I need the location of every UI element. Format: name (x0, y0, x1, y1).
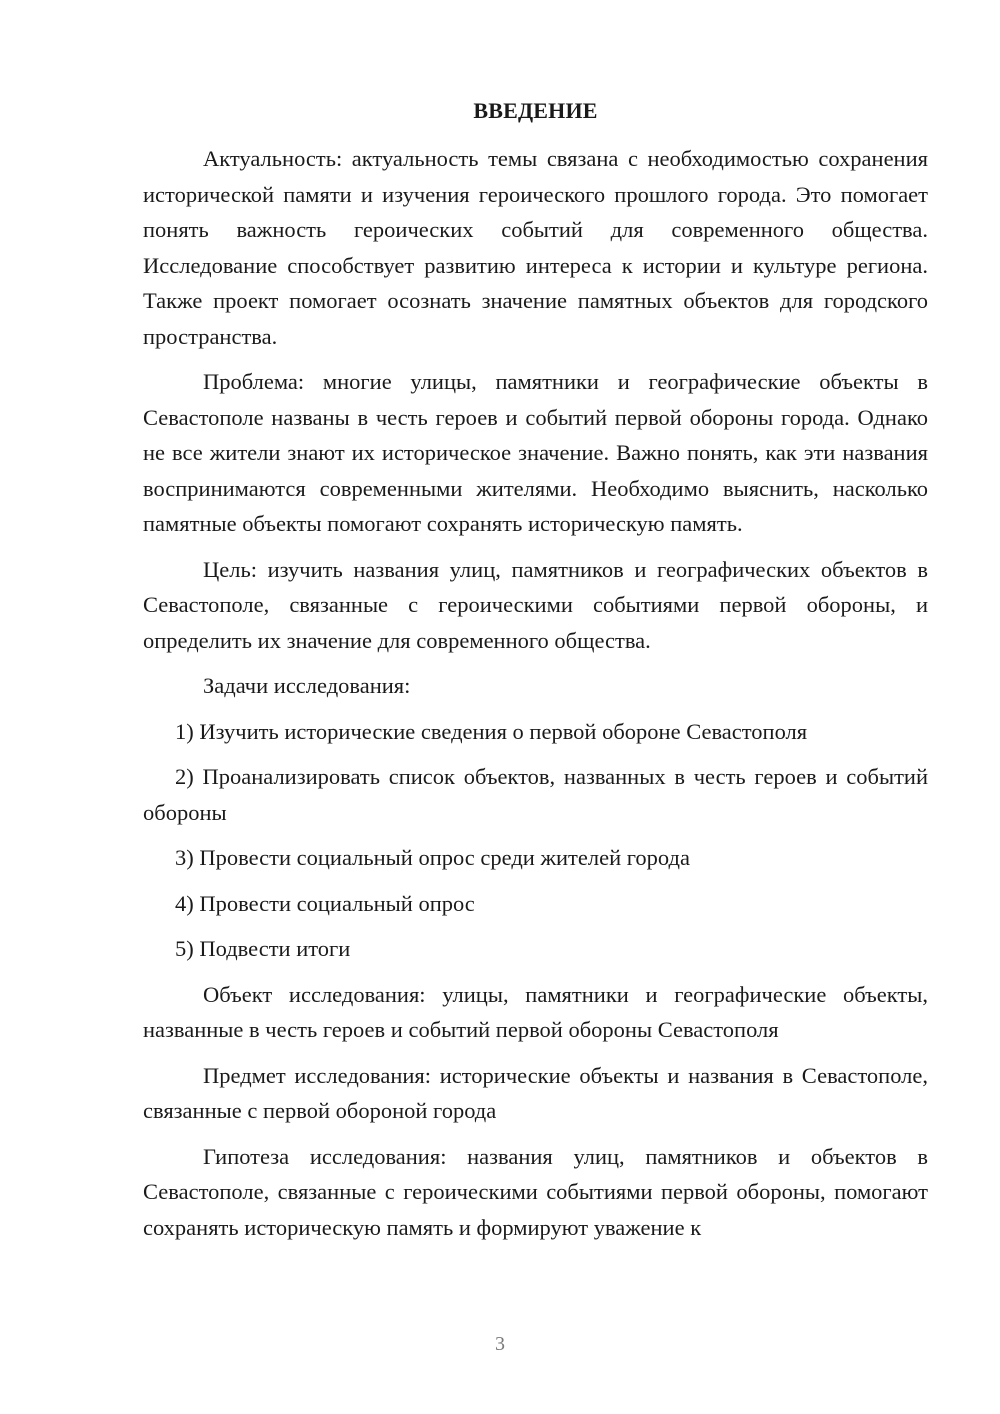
object-paragraph: Объект исследования: улицы, памятники и географические объекты, названные в честь героев и событий первой обороны Севастополя (143, 981, 928, 1042)
tasks-label: Задачи исследования: (203, 673, 411, 698)
goal-paragraph: Цель: изучить названия улиц, памятников и географических объектов в Севастополе, связанные с героическими событиями первой обороны, и определить их значение для современного общества. (143, 556, 928, 653)
document-page (143, 95, 928, 1255)
subject-paragraph: Предмет исследования: исторические объекты и названия в Севастополе, связанные с первой обороной города (143, 1062, 928, 1123)
task-item: 3) Провести социальный опрос среди жителей города (175, 845, 690, 870)
task-item: 5) Подвести итоги (175, 936, 351, 961)
task-item: 2) Проанализировать список объектов, названных в честь героев и событий обороны (143, 764, 928, 825)
problem-paragraph: Проблема: многие улицы, памятники и географические объекты в Севастополе названы в честь героев и событий первой обороны города. Однако не все жители знают их историческое значение. Важно понять, как эти названия воспринимаются современными жителями. Необходимо выяснить, насколько памятные объекты помогают сохранять историческую память. (143, 369, 928, 536)
task-item: 4) Провести социальный опрос (175, 890, 475, 916)
relevance-paragraph: Актуальность: актуальность темы связана с необходимостью сохранения исторической памяти и изучения героического прошлого города. Это помогает понять важность героических событий для современного общества. Исследование способствует развитию интереса к истории и культуре региона. Также проект помогает осознать значение памятных объектов для городского пространства. (143, 146, 928, 349)
section-heading: ВВЕДЕНИЕ (473, 98, 598, 123)
page-number: 3 (495, 1333, 505, 1355)
task-item: 1) Изучить исторические сведения о первой обороне Севастополя (175, 718, 808, 744)
hypothesis-paragraph: Гипотеза исследования: названия улиц, памятников и объектов в Севастополе, связанные с героическими событиями первой обороны, помогают сохранять историческую память и формируют уважение к (143, 1143, 928, 1240)
